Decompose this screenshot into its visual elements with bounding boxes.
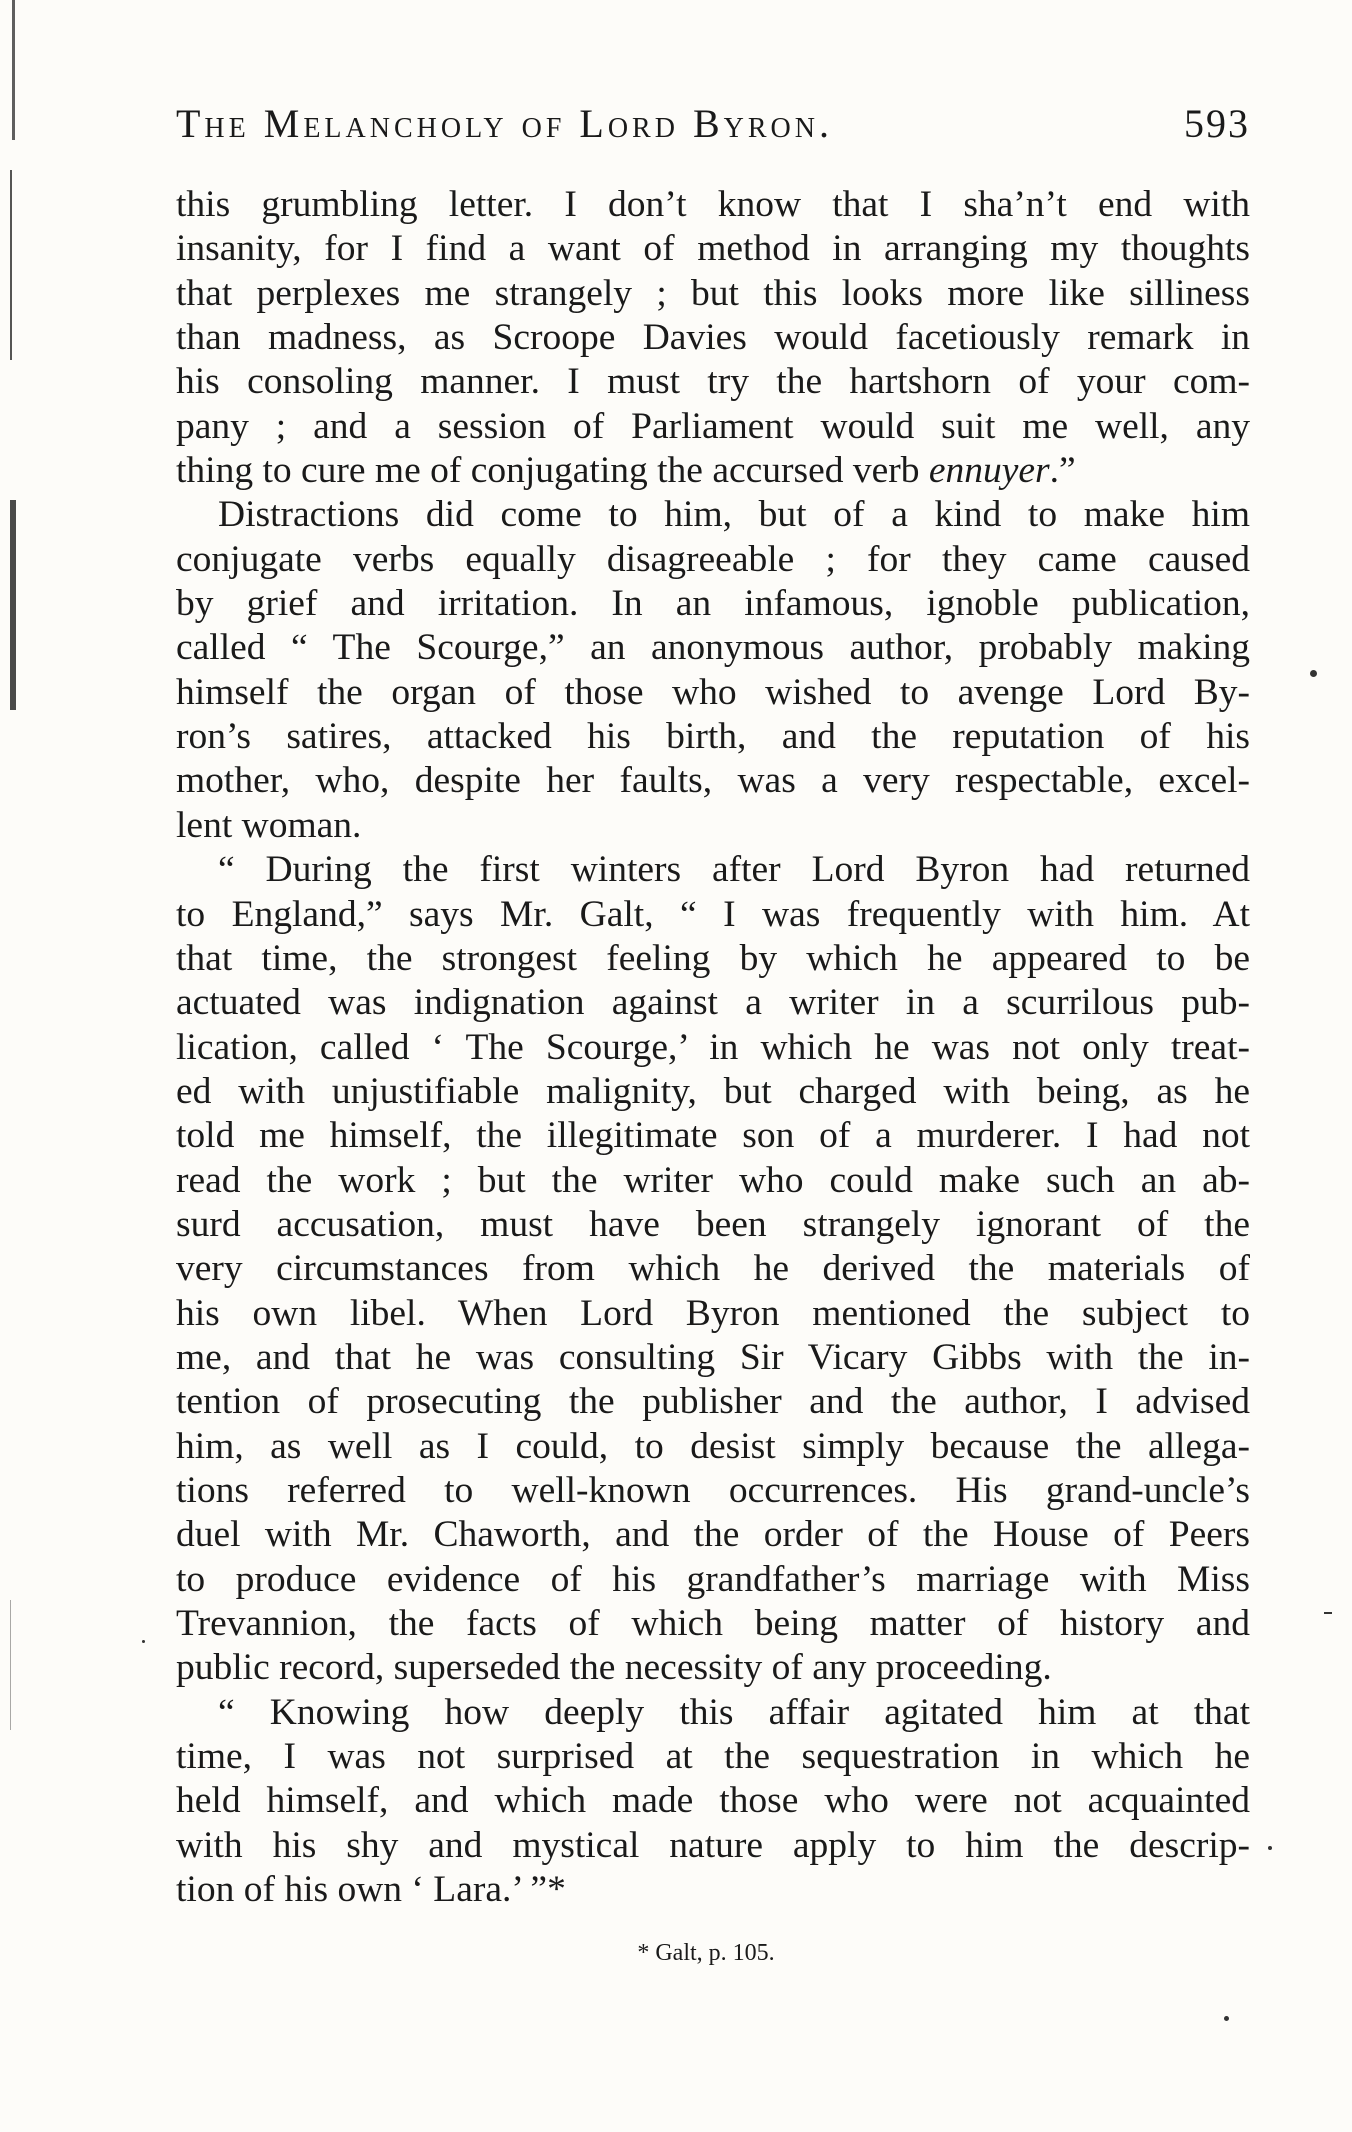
text-line: “ During the first winters after Lord Byron had returned bbox=[218, 849, 1250, 891]
text-line: called “ The Scourge,” an anonymous author, probably making bbox=[176, 627, 1250, 669]
body-text bbox=[176, 183, 1250, 1912]
text-line: tention of prosecuting the publisher and the author, I advised bbox=[176, 1381, 1250, 1423]
text-line: “ Knowing how deeply this affair agitated him at that bbox=[218, 1691, 1250, 1733]
page-number: 593 bbox=[1184, 101, 1250, 146]
text-line: thing to cure me of conjugating the accursed verb ennuyer.” bbox=[176, 450, 1076, 492]
text-line: read the work ; but the writer who could make such an ab- bbox=[176, 1159, 1250, 1201]
scan-edge-mark bbox=[10, 500, 16, 710]
text-line: told me himself, the illegitimate son of a murderer. I had not bbox=[176, 1115, 1250, 1157]
running-title: The Melancholy of Lord Byron. bbox=[176, 101, 833, 146]
text-line: to England,” says Mr. Galt, “ I was frequently with him. At bbox=[176, 893, 1250, 935]
text-line: with his shy and mystical nature apply to him the descrip- bbox=[176, 1824, 1250, 1866]
text-line: Distractions did come to him, but of a kind to make him bbox=[218, 494, 1250, 536]
text-line: that perplexes me strangely ; but this looks more like silliness bbox=[176, 272, 1250, 314]
text-line: him, as well as I could, to desist simply because the allega- bbox=[176, 1425, 1250, 1467]
text-line: time, I was not surprised at the sequestration in which he bbox=[176, 1736, 1250, 1778]
scan-speck bbox=[1310, 670, 1317, 677]
scan-edge-mark bbox=[10, 1600, 11, 1730]
text-line: very circumstances from which he derived the materials of bbox=[176, 1248, 1250, 1290]
text-line: public record, superseded the necessity of any proceeding. bbox=[176, 1647, 1052, 1689]
text-line: his own libel. When Lord Byron mentioned the subject to bbox=[176, 1292, 1250, 1334]
scan-edge-mark bbox=[10, 170, 12, 360]
scan-speck bbox=[1268, 1846, 1272, 1850]
text-line: that time, the strongest feeling by which he appeared to be bbox=[176, 937, 1250, 979]
scan-speck bbox=[142, 1640, 145, 1643]
text-line: surd accusation, must have been strangely ignorant of the bbox=[176, 1203, 1250, 1245]
text-line: lent woman. bbox=[176, 804, 362, 846]
text-line: Trevannion, the facts of which being matter of history and bbox=[176, 1603, 1250, 1644]
text-line: pany ; and a session of Parliament would suit me well, any bbox=[176, 405, 1250, 447]
scan-speck bbox=[1224, 2016, 1229, 2021]
text-line: ron’s satires, attacked his birth, and the reputation of his bbox=[176, 716, 1250, 758]
text-line: duel with Mr. Chaworth, and the order of the House of Peers bbox=[176, 1514, 1250, 1556]
text-line: his consoling manner. I must try the hartshorn of your com- bbox=[176, 361, 1250, 403]
text-line: me, and that he was consulting Sir Vicary Gibbs with the in- bbox=[176, 1336, 1250, 1378]
text-line: this grumbling letter. I don’t know that I sha’n’t end with bbox=[176, 184, 1250, 225]
scan-speck bbox=[1324, 1612, 1332, 1614]
text-line: conjugate verbs equally disagreeable ; for they came caused bbox=[176, 538, 1250, 580]
text-line: held himself, and which made those who were not acquainted bbox=[176, 1780, 1250, 1822]
footnote: * Galt, p. 105. bbox=[637, 1940, 775, 1966]
text-line: actuated was indignation against a writer in a scurrilous pub- bbox=[176, 982, 1250, 1024]
text-line: insanity, for I find a want of method in arranging my thoughts bbox=[176, 228, 1250, 270]
text-line: mother, who, despite her faults, was a very respectable, excel- bbox=[176, 760, 1250, 802]
scan-edge-mark bbox=[12, 0, 15, 140]
text-line: tions referred to well-known occurrences. His grand-uncle’s bbox=[176, 1469, 1250, 1511]
text-line: tion of his own ‘ Lara.’ ”* bbox=[176, 1869, 566, 1911]
running-head bbox=[176, 100, 1250, 160]
text-line: by grief and irritation. In an infamous, ignoble publication, bbox=[176, 583, 1250, 625]
text-line: lication, called ‘ The Scourge,’ in which he was not only treat- bbox=[176, 1026, 1250, 1068]
italic-word: ennuyer bbox=[928, 450, 1050, 492]
text-line: to produce evidence of his grandfather’s marriage with Miss bbox=[176, 1558, 1250, 1600]
text-line: than madness, as Scroope Davies would facetiously remark in bbox=[176, 317, 1250, 359]
text-line: himself the organ of those who wished to avenge Lord By- bbox=[176, 671, 1250, 713]
text-line: ed with unjustifiable malignity, but charged with being, as he bbox=[176, 1070, 1250, 1112]
